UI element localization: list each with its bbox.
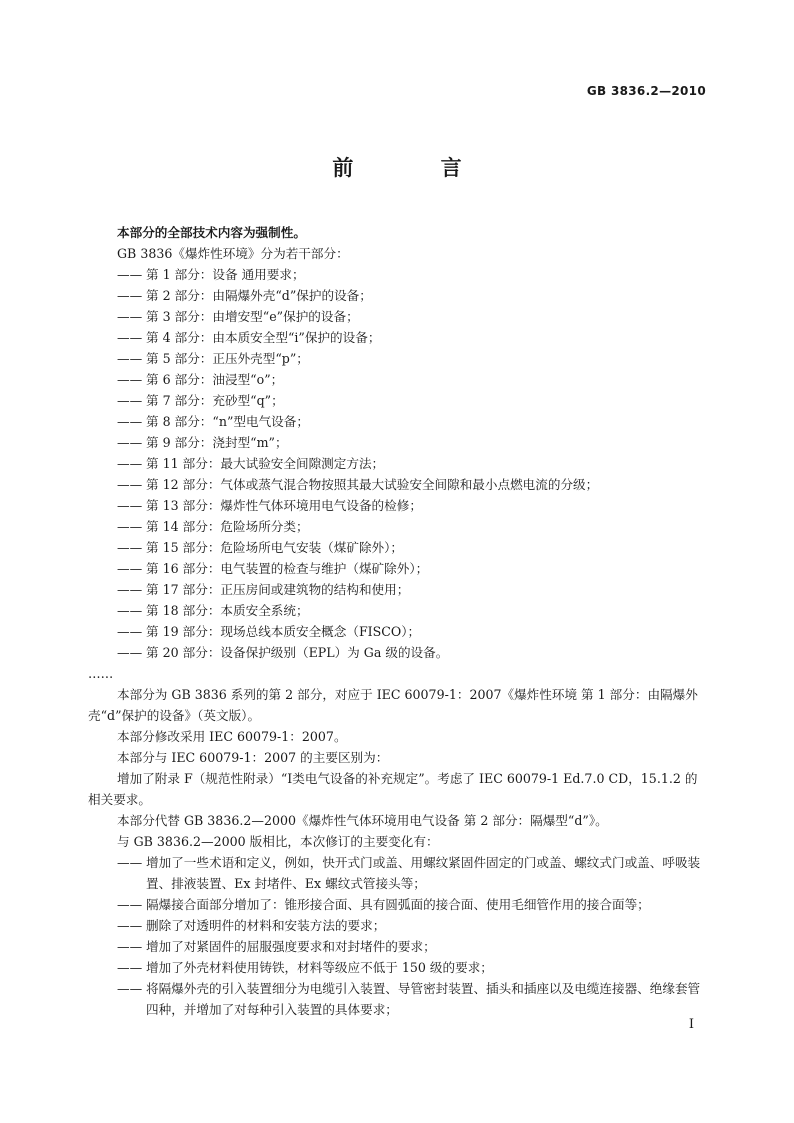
- dash-mark: ——: [117, 435, 143, 450]
- list-item: [117, 348, 710, 369]
- dash-mark: ——: [117, 519, 143, 534]
- list-item: [117, 957, 710, 978]
- page-number: I: [688, 1017, 694, 1032]
- part-text: 第 12 部分：气体或蒸气混合物按照其最大试验安全间隙和最小点燃电流的分级；: [146, 477, 599, 492]
- list-item: [117, 558, 710, 579]
- paragraph: 本部分为 GB 3836 系列的第 2 部分，对应于 IEC 60079-1：2007《爆炸性环境 第 1 部分：由隔爆外壳“d”保护的设备》（英文版）。: [88, 687, 698, 723]
- list-item: [117, 369, 710, 390]
- dash-mark: ——: [117, 855, 143, 870]
- paragraph: 与 GB 3836.2—2000 版相比，本次修订的主要变化有：: [117, 834, 439, 849]
- change-text: 增加了对紧固件的屈服强度要求和对封堵件的要求；: [146, 939, 436, 954]
- dash-mark: ——: [117, 309, 143, 324]
- dash-mark: ——: [117, 351, 143, 366]
- paragraph: 增加了附录 F（规范性附录）“Ⅰ类电气设备的补充规定”。考虑了 IEC 60079-1 Ed.7.0 CD，15.1.2 的相关要求。: [88, 771, 698, 807]
- dash-mark: ——: [117, 456, 143, 471]
- list-item: [117, 642, 710, 663]
- document-body: [88, 222, 710, 1020]
- list-item: [117, 411, 710, 432]
- list-item: [117, 936, 710, 957]
- part-text: 第 19 部分：现场总线本质安全概念（FISCO）；: [146, 624, 421, 639]
- standard-number: GB 3836.2—2010: [586, 84, 706, 98]
- dash-mark: ——: [117, 960, 143, 975]
- change-text: 隔爆接合面部分增加了：锥形接合面、具有圆弧面的接合面、使用毛细管作用的接合面等；: [146, 897, 650, 912]
- list-item: [117, 495, 710, 516]
- dash-mark: ——: [117, 918, 143, 933]
- dash-mark: ——: [117, 330, 143, 345]
- list-item: [117, 621, 710, 642]
- parts-list: [88, 264, 710, 663]
- part-text: 第 17 部分：正压房间或建筑物的结构和使用；: [146, 582, 410, 597]
- change-text: 删除了对透明件的材料和安装方法的要求；: [146, 918, 386, 933]
- dash-mark: ——: [117, 582, 143, 597]
- list-item: [117, 390, 710, 411]
- list-item: [117, 978, 710, 1020]
- dash-mark: ——: [117, 561, 143, 576]
- list-item: [117, 285, 710, 306]
- list-item: [117, 432, 710, 453]
- series-intro: GB 3836《爆炸性环境》分为若干部分：: [117, 246, 349, 261]
- dash-mark: ——: [117, 939, 143, 954]
- dash-mark: ——: [117, 540, 143, 555]
- list-item: [117, 537, 710, 558]
- dash-mark: ——: [117, 624, 143, 639]
- part-text: 第 20 部分：设备保护级别（EPL）为 Ga 级的设备。: [146, 645, 449, 660]
- dash-mark: ——: [117, 477, 143, 492]
- paragraph: 本部分与 IEC 60079-1：2007 的主要区别为：: [117, 750, 389, 765]
- part-text: 第 3 部分：由增安型“e”保护的设备；: [146, 309, 359, 324]
- list-item: [117, 516, 710, 537]
- dash-mark: ——: [117, 897, 143, 912]
- list-item: [117, 915, 710, 936]
- dash-mark: ——: [117, 981, 143, 996]
- changes-list: [88, 852, 710, 1020]
- part-text: 第 13 部分：爆炸性气体环境用电气设备的检修；: [146, 498, 422, 513]
- change-text: 将隔爆外壳的引入装置细分为电缆引入装置、导管密封装置、插头和插座以及电缆连接器、绝缘套管四种，并增加了对每种引入装置的具体要求；: [146, 981, 701, 1017]
- part-text: 第 15 部分：危险场所电气安装（煤矿除外）；: [146, 540, 404, 555]
- part-text: 第 18 部分：本质安全系统；: [146, 603, 309, 618]
- part-text: 第 11 部分：最大试验安全间隙测定方法；: [146, 456, 385, 471]
- dash-mark: ——: [117, 288, 143, 303]
- list-item: [117, 579, 710, 600]
- part-text: 第 2 部分：由隔爆外壳“d”保护的设备；: [146, 288, 372, 303]
- list-item: [117, 453, 710, 474]
- part-text: 第 4 部分：由本质安全型“i”保护的设备；: [146, 330, 381, 345]
- dash-mark: ——: [117, 603, 143, 618]
- paragraph: 本部分代替 GB 3836.2—2000《爆炸性气体环境用电气设备 第 2 部分：隔爆型“d”》。: [117, 813, 608, 828]
- list-item: [117, 852, 710, 894]
- list-item: [117, 264, 710, 285]
- paragraph: 本部分修改采用 IEC 60079-1：2007。: [117, 729, 347, 744]
- dash-mark: ——: [117, 414, 143, 429]
- part-text: 第 6 部分：油浸型“o”；: [146, 372, 284, 387]
- dash-mark: ——: [117, 498, 143, 513]
- part-text: 第 16 部分：电气装置的检查与维护（煤矿除外）；: [146, 561, 429, 576]
- part-text: 第 7 部分：充砂型“q”；: [146, 393, 284, 408]
- part-text: 第 5 部分：正压外壳型“p”；: [146, 351, 309, 366]
- part-text: 第 8 部分：“n”型电气设备；: [146, 414, 309, 429]
- mandatory-statement: 本部分的全部技术内容为强制性。: [117, 225, 306, 240]
- change-text: 增加了一些术语和定义，例如，快开式门或盖、用螺纹紧固件固定的门或盖、螺纹式门或盖、呼吸装置、排液装置、Ex 封堵件、Ex 螺纹式管接头等；: [146, 855, 701, 891]
- ellipsis: ……: [88, 666, 114, 681]
- part-text: 第 14 部分：危险场所分类；: [146, 519, 309, 534]
- list-item: [117, 600, 710, 621]
- page-title: 前 言: [332, 156, 502, 180]
- dash-mark: ——: [117, 393, 143, 408]
- list-item: [117, 327, 710, 348]
- part-text: 第 9 部分：浇封型“m”；: [146, 435, 288, 450]
- change-text: 增加了外壳材料使用铸铁，材料等级应不低于 150 级的要求；: [146, 960, 493, 975]
- list-item: [117, 894, 710, 915]
- dash-mark: ——: [117, 267, 143, 282]
- list-item: [117, 306, 710, 327]
- list-item: [117, 474, 710, 495]
- part-text: 第 1 部分：设备 通用要求；: [146, 267, 305, 282]
- dash-mark: ——: [117, 372, 143, 387]
- dash-mark: ——: [117, 645, 143, 660]
